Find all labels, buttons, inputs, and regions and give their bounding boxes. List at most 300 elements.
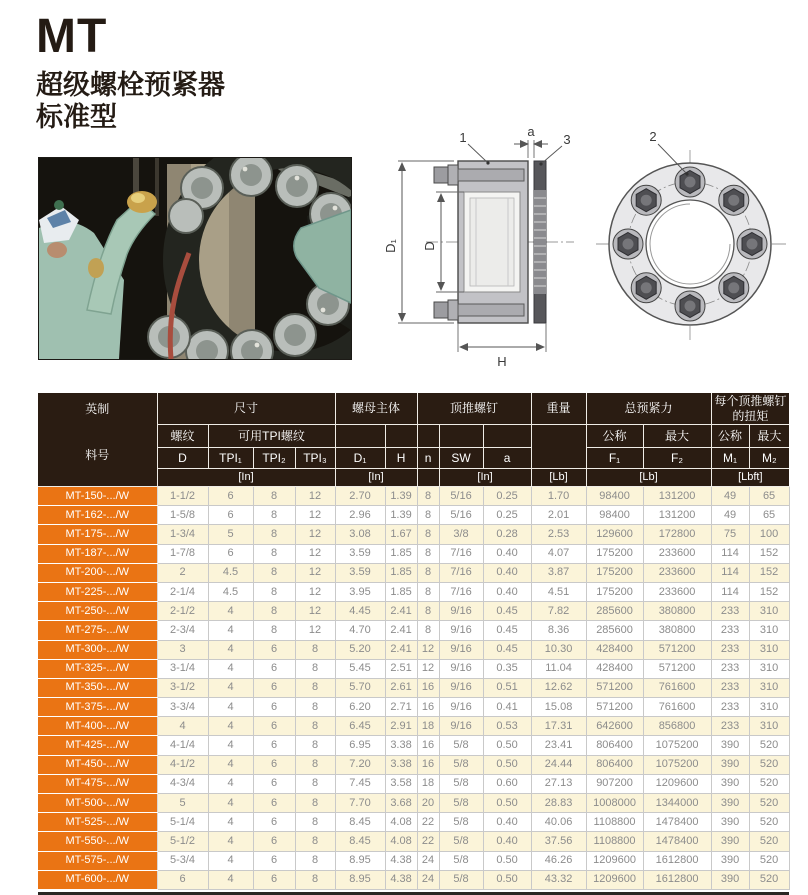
col-TPI2: TPI₂ <box>253 448 295 469</box>
header-spacer <box>483 425 531 448</box>
table-row <box>38 870 789 889</box>
cell-value: 1612800 <box>643 870 711 889</box>
section-view-drawing <box>384 124 592 372</box>
col-M1: M₁ <box>711 448 749 469</box>
cell-value: 6.95 <box>335 736 385 755</box>
cell-value: 520 <box>749 813 789 832</box>
col-TPI3: TPI₃ <box>295 448 335 469</box>
cell-value: 0.50 <box>483 736 531 755</box>
cell-value: 6 <box>157 870 208 889</box>
table-row <box>38 506 789 525</box>
cell-value: 1612800 <box>643 851 711 870</box>
cell-value: 12 <box>295 544 335 563</box>
table-row <box>38 736 789 755</box>
washer <box>534 161 546 323</box>
cell-value: 4-1/2 <box>157 755 208 774</box>
cell-value: 43.32 <box>531 870 586 889</box>
cell-value: 6 <box>253 698 295 717</box>
cell-value: 4.38 <box>385 851 417 870</box>
cell-value: 5-1/2 <box>157 832 208 851</box>
cell-value: 49 <box>711 506 749 525</box>
table-row <box>38 582 789 601</box>
cell-value: 233 <box>711 602 749 621</box>
col-D: D <box>157 448 208 469</box>
spec-table <box>38 393 790 890</box>
cell-value: 3/8 <box>439 525 483 544</box>
cell-part-no: MT-175-.../W <box>38 525 157 544</box>
cell-value: 1.85 <box>385 544 417 563</box>
cell-value: 5-3/4 <box>157 851 208 870</box>
cell-value: 571200 <box>643 640 711 659</box>
cell-value: 8 <box>295 678 335 697</box>
dim-label-d: D <box>422 241 437 251</box>
cell-value: 100 <box>749 525 789 544</box>
cell-value: 0.50 <box>483 851 531 870</box>
col-F2: F₂ <box>643 448 711 469</box>
cell-value: 0.50 <box>483 755 531 774</box>
cell-part-no: MT-300-.../W <box>38 640 157 659</box>
cell-value: 8.95 <box>335 870 385 889</box>
cell-part-no: MT-162-.../W <box>38 506 157 525</box>
cell-value: 3 <box>157 640 208 659</box>
cell-value: 1-5/8 <box>157 506 208 525</box>
cell-value: 4.5 <box>208 563 253 582</box>
table-row <box>38 717 789 736</box>
cell-value: 390 <box>711 813 749 832</box>
cell-value: 8 <box>253 602 295 621</box>
cell-value: 233 <box>711 698 749 717</box>
cell-value: 310 <box>749 640 789 659</box>
cell-value: 4.38 <box>385 870 417 889</box>
cell-value: 4 <box>208 621 253 640</box>
cell-value: 390 <box>711 832 749 851</box>
table-row <box>38 659 789 678</box>
cell-value: 98400 <box>586 487 643 506</box>
cell-value: 4 <box>208 602 253 621</box>
cell-value: 12 <box>295 525 335 544</box>
cell-value: 4.07 <box>531 544 586 563</box>
cell-value: 98400 <box>586 506 643 525</box>
col-D1: D₁ <box>335 448 385 469</box>
cell-value: 4 <box>208 736 253 755</box>
cell-value: 152 <box>749 563 789 582</box>
cell-value: 285600 <box>586 602 643 621</box>
cell-value: 9/16 <box>439 640 483 659</box>
cell-value: 233 <box>711 678 749 697</box>
cell-value: 9/16 <box>439 678 483 697</box>
cell-value: 3.58 <box>385 774 417 793</box>
cell-value: 131200 <box>643 506 711 525</box>
cell-value: 1209600 <box>586 851 643 870</box>
table-body <box>38 487 789 890</box>
cell-value: 5 <box>208 525 253 544</box>
cell-value: 16 <box>417 736 439 755</box>
cell-value: 12.62 <box>531 678 586 697</box>
cell-value: 6 <box>253 640 295 659</box>
cell-value: 18 <box>417 717 439 736</box>
cell-value: 390 <box>711 851 749 870</box>
cell-value: 1209600 <box>643 774 711 793</box>
cell-value: 8 <box>295 717 335 736</box>
cell-value: 5.20 <box>335 640 385 659</box>
cell-value: 310 <box>749 602 789 621</box>
cell-value: 12 <box>295 602 335 621</box>
cell-value: 5/8 <box>439 813 483 832</box>
cell-value: 175200 <box>586 544 643 563</box>
table-row <box>38 698 789 717</box>
cell-value: 8 <box>295 832 335 851</box>
cell-value: 9/16 <box>439 621 483 640</box>
table-row <box>38 832 789 851</box>
cell-value: 9/16 <box>439 698 483 717</box>
cell-value: 1.67 <box>385 525 417 544</box>
cell-value: 4 <box>208 794 253 813</box>
table-row <box>38 774 789 793</box>
table-row <box>38 525 789 544</box>
col-TPI1: TPI₁ <box>208 448 253 469</box>
cell-value: 6.20 <box>335 698 385 717</box>
cell-value: 5-1/4 <box>157 813 208 832</box>
cell-value: 28.83 <box>531 794 586 813</box>
cell-value: 0.40 <box>483 813 531 832</box>
cell-value: 642600 <box>586 717 643 736</box>
cell-value: 8 <box>417 602 439 621</box>
cell-value: 8 <box>417 506 439 525</box>
cell-value: 6 <box>253 851 295 870</box>
header-torque-group: 每个顶推螺钉的扭矩 <box>711 393 789 425</box>
cell-value: 310 <box>749 621 789 640</box>
cell-value: 0.40 <box>483 563 531 582</box>
subtitle-line1: 超级螺栓预紧器 <box>36 70 225 101</box>
cell-value: 7.82 <box>531 602 586 621</box>
cell-value: 2.61 <box>385 678 417 697</box>
cell-value: 5/8 <box>439 794 483 813</box>
cell-value: 1108800 <box>586 813 643 832</box>
cell-value: 16 <box>417 755 439 774</box>
cell-value: 1.70 <box>531 487 586 506</box>
front-view-drawing <box>592 124 794 348</box>
cell-value: 1075200 <box>643 736 711 755</box>
cell-value: 2.71 <box>385 698 417 717</box>
cell-value: 1344000 <box>643 794 711 813</box>
cell-value: 49 <box>711 487 749 506</box>
cell-value: 8 <box>417 582 439 601</box>
cell-value: 0.51 <box>483 678 531 697</box>
table-header <box>38 393 789 487</box>
cell-value: 428400 <box>586 640 643 659</box>
cell-value: 5/8 <box>439 832 483 851</box>
cell-value: 6 <box>253 717 295 736</box>
cell-value: 761600 <box>643 698 711 717</box>
cell-value: 8 <box>295 640 335 659</box>
cell-value: 8.45 <box>335 813 385 832</box>
cell-value: 8 <box>417 525 439 544</box>
cell-value: 1-1/2 <box>157 487 208 506</box>
cell-value: 3.38 <box>385 755 417 774</box>
cell-value: 1.85 <box>385 582 417 601</box>
cell-value: 0.35 <box>483 659 531 678</box>
cell-value: 390 <box>711 774 749 793</box>
cell-value: 114 <box>711 582 749 601</box>
unit-lb-weight: [Lb] <box>531 469 586 487</box>
header-spacer <box>439 425 483 448</box>
header-part-no: 料号 <box>38 425 157 487</box>
cell-value: 8 <box>295 813 335 832</box>
cell-value: 0.45 <box>483 602 531 621</box>
cell-value: 12 <box>417 659 439 678</box>
unit-in-screw: [In] <box>439 469 531 487</box>
header-nominal-m: 公称 <box>711 425 749 448</box>
cell-value: 4-3/4 <box>157 774 208 793</box>
table-row <box>38 487 789 506</box>
cell-value: 175200 <box>586 563 643 582</box>
cell-value: 0.40 <box>483 544 531 563</box>
cell-value: 6 <box>253 736 295 755</box>
cell-value: 1108800 <box>586 832 643 851</box>
cell-value: 1008000 <box>586 794 643 813</box>
subtitle-line2: 标准型 <box>36 102 117 133</box>
cell-value: 2.51 <box>385 659 417 678</box>
dim-label-d1: D₁ <box>384 239 398 253</box>
cell-value: 7.20 <box>335 755 385 774</box>
cell-value: 5/8 <box>439 736 483 755</box>
cell-value: 114 <box>711 544 749 563</box>
cell-value: 40.06 <box>531 813 586 832</box>
cell-value: 2.70 <box>335 487 385 506</box>
cell-value: 8 <box>295 736 335 755</box>
cell-value: 380800 <box>643 621 711 640</box>
cell-value: 8 <box>295 870 335 889</box>
cell-value: 6 <box>253 832 295 851</box>
cell-value: 6 <box>208 506 253 525</box>
cell-value: 2-1/4 <box>157 582 208 601</box>
cell-value: 520 <box>749 794 789 813</box>
header-tpi-available: 可用TPI螺纹 <box>208 425 335 448</box>
table-row <box>38 544 789 563</box>
cell-value: 520 <box>749 736 789 755</box>
dim-label-h: H <box>497 354 507 369</box>
cell-value: 17.31 <box>531 717 586 736</box>
cell-value: 8 <box>253 582 295 601</box>
cell-value: 4 <box>208 640 253 659</box>
unit-in-nut: [In] <box>335 469 417 487</box>
cell-value: 4 <box>208 717 253 736</box>
cell-value: 7/16 <box>439 582 483 601</box>
table-row <box>38 621 789 640</box>
cell-value: 520 <box>749 851 789 870</box>
cell-value: 0.45 <box>483 640 531 659</box>
header-thread: 螺纹 <box>157 425 208 448</box>
callout-1-label: 1 <box>459 130 467 145</box>
cell-part-no: MT-450-.../W <box>38 755 157 774</box>
cell-part-no: MT-250-.../W <box>38 602 157 621</box>
cell-value: 16 <box>417 678 439 697</box>
cell-value: 2-1/2 <box>157 602 208 621</box>
cell-value: 4 <box>208 774 253 793</box>
cell-part-no: MT-225-.../W <box>38 582 157 601</box>
cell-value: 4 <box>208 678 253 697</box>
cell-value: 8 <box>417 621 439 640</box>
cell-value: 2.96 <box>335 506 385 525</box>
cell-value: 0.50 <box>483 870 531 889</box>
cell-value: 8 <box>253 525 295 544</box>
page-title: MT <box>36 10 108 63</box>
header-imperial: 英制 <box>38 393 157 425</box>
cell-value: 4 <box>157 717 208 736</box>
cell-value: 6.45 <box>335 717 385 736</box>
cell-value: 1-7/8 <box>157 544 208 563</box>
cell-value: 11.04 <box>531 659 586 678</box>
cell-value: 46.26 <box>531 851 586 870</box>
cell-value: 2.01 <box>531 506 586 525</box>
cell-value: 7/16 <box>439 544 483 563</box>
cell-value: 4.08 <box>385 813 417 832</box>
cell-part-no: MT-425-.../W <box>38 736 157 755</box>
header-size-group: 尺寸 <box>157 393 335 425</box>
cell-value: 8.36 <box>531 621 586 640</box>
cell-value: 3.59 <box>335 544 385 563</box>
header-jack-screw-group: 顶推螺钉 <box>417 393 531 425</box>
header-spacer <box>335 425 385 448</box>
title-block <box>36 12 225 134</box>
col-a: a <box>483 448 531 469</box>
cell-part-no: MT-200-.../W <box>38 563 157 582</box>
table-row <box>38 602 789 621</box>
header-spacer <box>385 425 417 448</box>
front-view-svg <box>592 124 794 348</box>
table-row <box>38 755 789 774</box>
cell-value: 571200 <box>586 678 643 697</box>
cell-value: 4 <box>208 870 253 889</box>
cell-value: 4.08 <box>385 832 417 851</box>
cell-value: 5 <box>157 794 208 813</box>
cell-value: 2.91 <box>385 717 417 736</box>
cell-value: 3.59 <box>335 563 385 582</box>
cell-value: 4 <box>208 698 253 717</box>
table-row <box>38 563 789 582</box>
cell-value: 571200 <box>586 698 643 717</box>
cell-value: 27.13 <box>531 774 586 793</box>
col-M2: M₂ <box>749 448 789 469</box>
cell-value: 310 <box>749 678 789 697</box>
cell-value: 380800 <box>643 602 711 621</box>
cell-part-no: MT-575-.../W <box>38 851 157 870</box>
cell-value: 8 <box>295 774 335 793</box>
cell-value: 15.08 <box>531 698 586 717</box>
cell-value: 310 <box>749 659 789 678</box>
cell-value: 8 <box>417 544 439 563</box>
cell-value: 9/16 <box>439 602 483 621</box>
cell-value: 114 <box>711 563 749 582</box>
cell-value: 8 <box>295 698 335 717</box>
cell-value: 2-3/4 <box>157 621 208 640</box>
cell-value: 5/8 <box>439 755 483 774</box>
table-row <box>38 813 789 832</box>
cell-part-no: MT-600-.../W <box>38 870 157 889</box>
cell-value: 65 <box>749 506 789 525</box>
cell-value: 2.41 <box>385 621 417 640</box>
cell-value: 761600 <box>643 678 711 697</box>
cell-value: 3.68 <box>385 794 417 813</box>
cell-value: 5/8 <box>439 851 483 870</box>
cell-value: 8 <box>253 487 295 506</box>
cell-value: 3-1/2 <box>157 678 208 697</box>
cell-value: 3.87 <box>531 563 586 582</box>
cell-value: 4.5 <box>208 582 253 601</box>
cell-value: 9/16 <box>439 717 483 736</box>
cell-value: 5/16 <box>439 506 483 525</box>
cell-value: 8.45 <box>335 832 385 851</box>
cell-value: 520 <box>749 774 789 793</box>
cell-value: 1478400 <box>643 813 711 832</box>
cell-value: 571200 <box>643 659 711 678</box>
cell-value: 2.41 <box>385 602 417 621</box>
cell-value: 520 <box>749 832 789 851</box>
cell-value: 6 <box>253 794 295 813</box>
cell-value: 428400 <box>586 659 643 678</box>
cell-value: 65 <box>749 487 789 506</box>
cell-value: 285600 <box>586 621 643 640</box>
cell-value: 9/16 <box>439 659 483 678</box>
application-photo-illustration <box>39 158 351 359</box>
cell-value: 5/8 <box>439 774 483 793</box>
callout-3-label: 3 <box>563 132 571 147</box>
cell-part-no: MT-475-.../W <box>38 774 157 793</box>
unit-lbft-torque: [Lbft] <box>711 469 789 487</box>
cell-value: 390 <box>711 794 749 813</box>
cell-value: 10.30 <box>531 640 586 659</box>
cell-value: 8 <box>417 487 439 506</box>
cell-value: 907200 <box>586 774 643 793</box>
cell-value: 6 <box>208 487 253 506</box>
cell-value: 4 <box>208 659 253 678</box>
cell-value: 1.39 <box>385 506 417 525</box>
cell-value: 390 <box>711 755 749 774</box>
table-row <box>38 851 789 870</box>
cell-value: 131200 <box>643 487 711 506</box>
cell-value: 0.40 <box>483 582 531 601</box>
cell-value: 12 <box>295 506 335 525</box>
header-weight-group: 重量 <box>531 393 586 425</box>
cell-value: 233 <box>711 659 749 678</box>
cell-value: 1-3/4 <box>157 525 208 544</box>
col-F1: F₁ <box>586 448 643 469</box>
cell-value: 8 <box>295 755 335 774</box>
cell-value: 5/16 <box>439 487 483 506</box>
cell-value: 233600 <box>643 544 711 563</box>
cell-value: 4.51 <box>531 582 586 601</box>
cell-value: 5.45 <box>335 659 385 678</box>
header-spacer <box>531 425 586 469</box>
cell-value: 3.95 <box>335 582 385 601</box>
header-preload-group: 总预紧力 <box>586 393 711 425</box>
cell-value: 1075200 <box>643 755 711 774</box>
cell-value: 4 <box>208 832 253 851</box>
cell-value: 390 <box>711 736 749 755</box>
cell-value: 6 <box>208 544 253 563</box>
cell-value: 6 <box>253 659 295 678</box>
cell-value: 3.38 <box>385 736 417 755</box>
cell-value: 233600 <box>643 563 711 582</box>
cell-value: 3.08 <box>335 525 385 544</box>
cell-value: 0.25 <box>483 487 531 506</box>
cell-value: 4-1/4 <box>157 736 208 755</box>
cell-value: 175200 <box>586 582 643 601</box>
cell-part-no: MT-400-.../W <box>38 717 157 736</box>
cell-value: 7/16 <box>439 563 483 582</box>
cell-value: 233 <box>711 640 749 659</box>
cell-part-no: MT-275-.../W <box>38 621 157 640</box>
